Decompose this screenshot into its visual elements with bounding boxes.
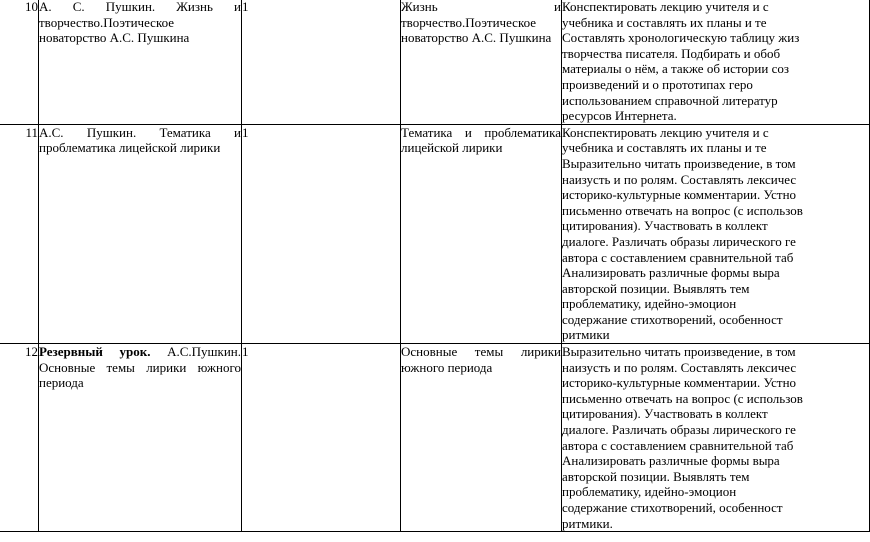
activity-line: автора с составлением сравнительной таб (562, 437, 794, 453)
activity-line: диалоге. Различать образы лирического ге (562, 233, 796, 249)
activities-cell (562, 124, 870, 343)
activity-line: авторской позиции. Выявлять тем (562, 468, 750, 484)
content-text: Жизнь и творчество.Поэтическое новаторство А.С. Пушкина (401, 0, 561, 46)
lesson-topic-cell (39, 0, 242, 124)
table-row (0, 344, 870, 532)
activity-line: произведений и о прототипах геро (562, 76, 753, 92)
activity-line: Анализировать различные формы выра (562, 265, 780, 281)
table-row (0, 0, 870, 124)
activity-line: письменно отвечать на вопрос (с использов (562, 390, 803, 406)
activity-line: учебника и составлять их планы и те (562, 14, 767, 30)
activity-line: использованием справочной литератур (562, 92, 778, 108)
lesson-number: 12 (25, 344, 38, 360)
activity-line: Выразительно читать произведение, в том (562, 155, 796, 171)
activity-line: содержание стихотворений, особенност (562, 311, 783, 327)
activity-line: историко-культурные комментарии. Устно (562, 187, 797, 203)
hours-value: 1 (242, 0, 249, 14)
activity-line: Конспектировать лекцию учителя и с (562, 124, 769, 140)
activity-line: ресурсов Интернета. (562, 108, 677, 124)
hours-cell (242, 344, 401, 532)
hours-value: 1 (242, 124, 249, 140)
activity-line: учебника и составлять их планы и те (562, 140, 767, 156)
activities-cell (562, 344, 870, 532)
content-text: Тематика и проблематика лицейской лирики (401, 124, 561, 156)
activity-line: проблематику, идейно-эмоцион (562, 484, 737, 500)
lesson-topic-cell (39, 124, 242, 343)
activity-line: историко-культурные комментарии. Устно (562, 375, 797, 391)
activity-line: цитирования). Участвовать в коллект (562, 406, 768, 422)
activity-line: проблематику, идейно-эмоцион (562, 296, 737, 312)
content-cell (401, 124, 562, 343)
activity-line: творчества писателя. Подбирать и обоб (562, 45, 781, 61)
lesson-topic: А. С. Пушкин. Жизнь и творчество.Поэтическое новаторство А.С. Пушкина (39, 0, 241, 46)
activity-line: материалы о нём, а также об истории соз (562, 61, 789, 77)
activity-line: наизусть и по ролям. Составлять лексичес (562, 359, 797, 375)
table-row (0, 124, 870, 343)
activity-line: Выразительно читать произведение, в том (562, 344, 796, 360)
content-text: Основные темы лирики южного периода (401, 344, 561, 375)
activity-line: содержание стихотворений, особенност (562, 500, 783, 515)
hours-value: 1 (242, 344, 249, 360)
activity-line: диалоге. Различать образы лирического ге (562, 422, 796, 438)
lesson-number: 11 (25, 124, 38, 140)
activity-line: наизусть и по ролям. Составлять лексичес (562, 171, 797, 187)
activity-line: ритмики. (562, 515, 613, 531)
activity-line: письменно отвечать на вопрос (с использов (562, 202, 803, 218)
activity-line: Составлять хронологическую таблицу жиз (562, 30, 800, 46)
hours-cell (242, 0, 401, 124)
lesson-number-cell (0, 124, 39, 343)
activity-line: авторской позиции. Выявлять тем (562, 280, 750, 296)
lesson-number-cell (0, 0, 39, 124)
activity-line: автора с составлением сравнительной таб (562, 249, 794, 265)
activity-line: ритмики (562, 327, 610, 343)
lesson-topic: А.С. Пушкин. Тематика и проблематика лицейской лирики (39, 124, 241, 156)
lesson-topic: А.С.Пушкин. Основные темы лирики южного периода (39, 344, 242, 391)
activity-line: цитирования). Участвовать в коллект (562, 218, 768, 234)
hours-cell (242, 124, 401, 343)
lesson-number: 10 (25, 0, 38, 14)
activity-line: Конспектировать лекцию учителя и с (562, 0, 769, 14)
content-cell (401, 0, 562, 124)
activities-cell (562, 0, 870, 124)
lesson-topic-cell (39, 344, 242, 532)
lesson-topic-bold: Резервный урок. (39, 344, 151, 360)
lesson-number-cell (0, 344, 39, 532)
content-cell (401, 344, 562, 532)
activity-line: Анализировать различные формы выра (562, 453, 780, 469)
